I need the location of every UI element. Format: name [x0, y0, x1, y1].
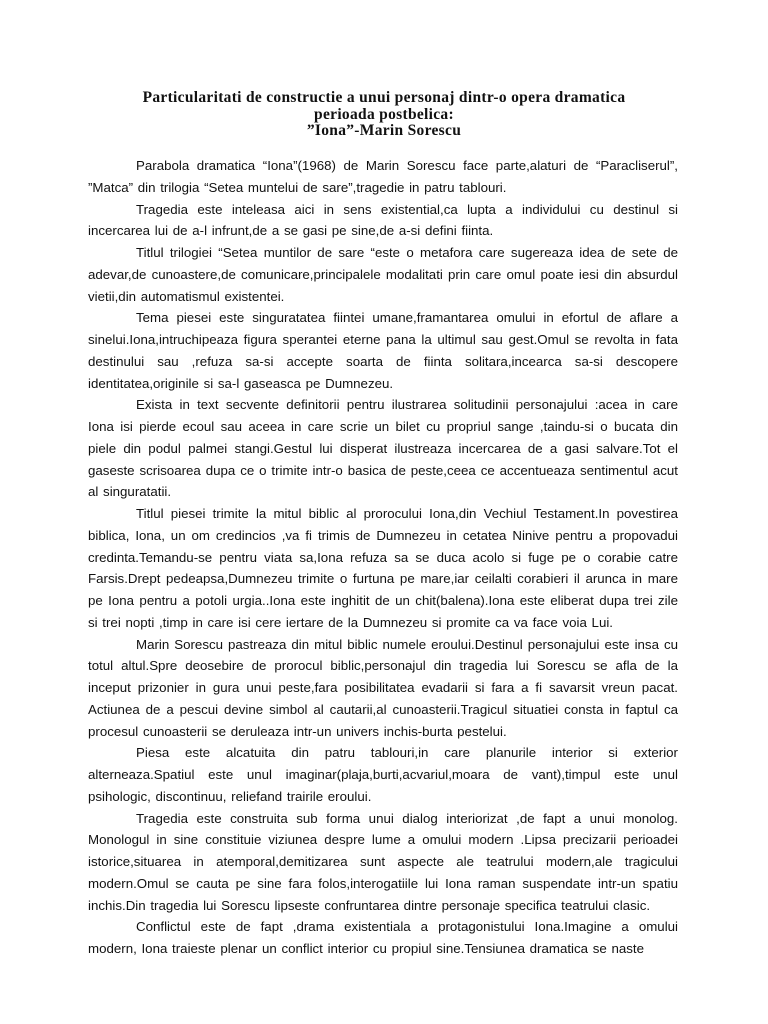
paragraph-solitude-scenes: Exista in text secvente definitorii pentru ilustrarea solitudinii personajului :acea in care Iona isi pierde ecoul sau aceea in care scrie un bilet cu propriul sange ,taindu-si o bucata din piele din podul palmei stangi.Gestul lui disperat ilustreaza incercarea de a gasi salvare.Tot el gaseste scrisoarea dupa ce o trimite intr-o basica de peste,ceea ce accentueaza sentimentul acut al singuratatii. [88, 397, 678, 500]
paragraph-monologue: Tragedia este construita sub forma unui dialog interiorizat ,de fapt a unui monolog. Monologul in sine constituie viziunea despre lume a omului modern .Lipsa precizarii perioadei istorice,situarea in atemporal,demitizarea sunt aspecte ale teatrului modern,ale tragicului modern.Omul se cauta pe sine fara folos,interogatiile lui Iona raman suspendate intr-un spatiu inchis.Din tragedia lui Sorescu lipseste confruntarea dintre personaje specifica teatrului clasic. [88, 810, 678, 913]
document-body [88, 155, 678, 960]
paragraph-biblical-myth: Titlul piesei trimite la mitul biblic al prorocului Iona,din Vechiul Testament.In povestirea biblica, Iona, un om credincios ,va fi trimis de Dumnezeu in cetatea Ninive pentru a propovadui credinta.Temandu-se pentru viata sa,Iona refuza sa se duca acolo si fuge pe o corabie catre Farsis.Drept pedeapsa,Dumnezeu trimite o furtuna pe mare,iar ceilalti corabieri il arunca in mare pe Iona pentru a potoli urgia..Iona este inghitit de un chit(balena).Iona este eliberat dupa trei zile si trei nopti ,timp in care isi cere iertare de la Dumnezeu si promite ca va face voia Lui. [88, 506, 678, 630]
document-title [60, 90, 708, 140]
title-line-1: Particularitati de constructie a unui personaj dintr-o opera dramatica [142, 89, 626, 106]
paragraph-tragedy-meaning: Tragedia este inteleasa aici in sens existential,ca lupta a individului cu destinul si incercarea lui de a-l infrunt,de a se gasi pe sine,de a-si defini fiinta. [88, 201, 678, 239]
title-line-3: ”Iona”-Marin Sorescu [306, 122, 462, 139]
paragraph-trilogy-title: Titlul trilogiei “Setea muntilor de sare “este o metafora care sugereaza idea de sete de adevar,de cunoastere,de comunicare,principalele modalitati prin care omul poate iesi din absurdul vietii,din automatismul existentei. [88, 245, 678, 304]
title-line-2: perioada postbelica: [314, 105, 454, 123]
paragraph-structure: Piesa este alcatuita din patru tablouri,in care planurile interior si exterior alterneaza.Spatiul este unul imaginar(plaja,burti,acvariul,moara de vant),timpul este unul psihologic, discontinuu, reliefand trairile eroului. [88, 745, 678, 804]
paragraph-theme: Tema piesei este singuratatea fiintei umane,framantarea omului in efortul de aflare a sinelui.Iona,intruchipeaza figura sperantei eterne pana la ultimul sau gest.Omul se revolta in fata destinului sau ,refuza sa-si accepte soarta de fiinta solitara,incearca sa-si descopere identitatea,originile si sa-l gaseasca pe Dumnezeu. [88, 310, 678, 391]
paragraph-conflict: Conflictul este de fapt ,drama existentiala a protagonistului Iona.Imagine a omului modern, Iona traieste plenar un conflict interior cu propiul sine.Tensiunea dramatica se naste [88, 919, 678, 956]
paragraph-destiny: Marin Sorescu pastreaza din mitul biblic numele eroului.Destinul personajului este insa cu totul altul.Spre deosebire de prorocul biblic,personajul din tragedia lui Sorescu se afla de la inceput prizonier in gura unui peste,fara posibilitatea evadarii si fara a fi savarsit vreun pacat. Actiunea de a pescui devine simbol al cautarii,al cunoasterii.Tragicul situatiei consta in faptul ca procesul cunoasterii se deruleaza intr-un univers inchis-burta pestelui. [88, 636, 678, 739]
paragraph-intro: Parabola dramatica “Iona”(1968) de Marin Sorescu face parte,alaturi de “Paracliserul”, ”Matca” din trilogia “Setea muntelui de sare”,tragedie in patru tablouri. [88, 158, 678, 195]
